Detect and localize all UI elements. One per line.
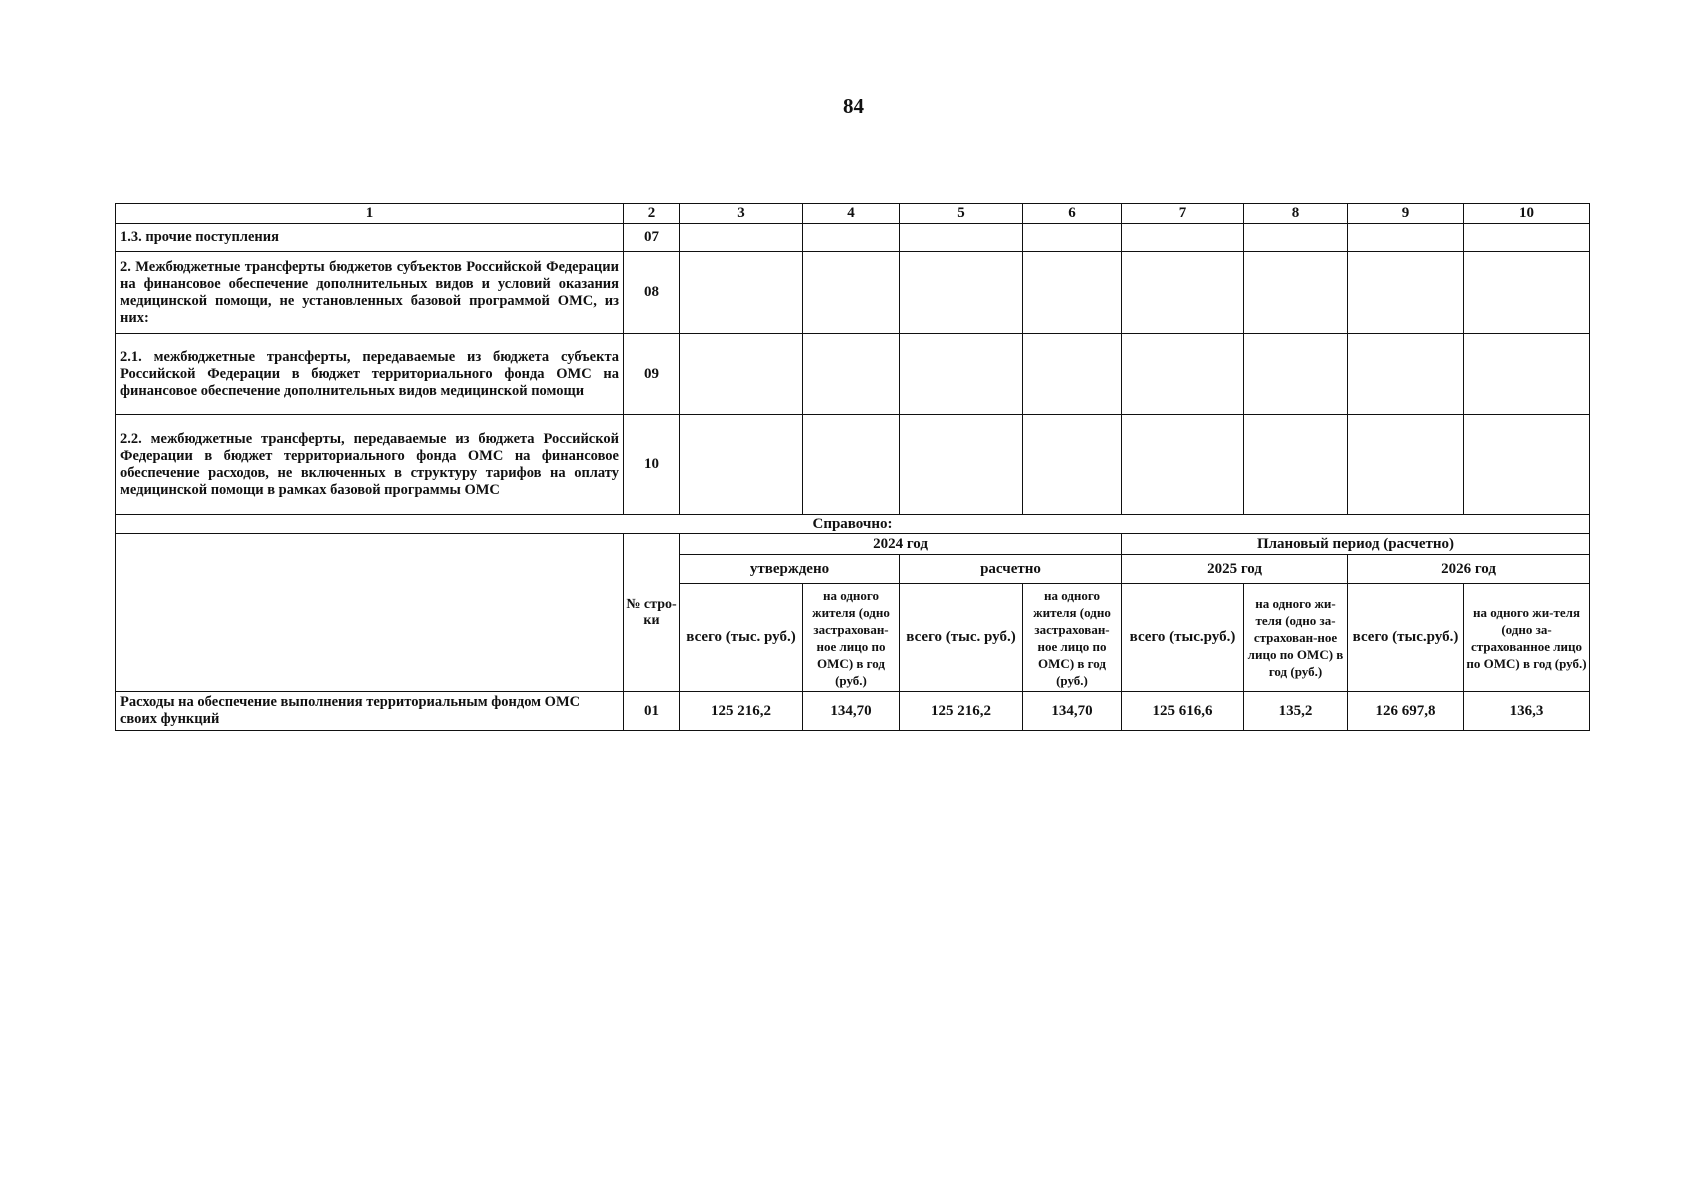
line-number-header: № стро-ки — [624, 534, 680, 692]
expense-value: 136,3 — [1464, 692, 1590, 731]
expense-code: 01 — [624, 692, 680, 731]
row-code: 10 — [624, 415, 680, 515]
table-row — [116, 334, 1590, 415]
column-number: 3 — [680, 204, 803, 224]
column-number: 10 — [1464, 204, 1590, 224]
expense-label: Расходы на обеспечение выполнения территориальным фондом ОМС своих функций — [116, 692, 624, 731]
column-number-row — [116, 204, 1590, 224]
column-number: 4 — [803, 204, 900, 224]
total-header: всего (тыс. руб.) — [680, 584, 803, 692]
table-row — [116, 252, 1590, 334]
column-number: 7 — [1122, 204, 1244, 224]
table-row — [116, 224, 1590, 252]
expense-value: 126 697,8 — [1348, 692, 1464, 731]
row-label: 2.2. межбюджетные трансферты, передаваемые из бюджета Российской Федерации в бюджет территориального фонда ОМС на финансовое обеспечение расходов, не включенных в структуру тарифов на оплату медицинской помощи в рамках базовой программы ОМС — [116, 415, 624, 515]
row-label: 2.1. межбюджетные трансферты, передаваемые из бюджета субъекта Российской Федерации в бюджет территориального фонда ОМС на финансовое обеспечение дополнительных видов медицинской помощи — [116, 334, 624, 415]
row-label: 2. Межбюджетные трансферты бюджетов субъектов Российской Федерации на финансовое обеспечение дополнительных видов и условий оказания медицинской помощи, не установленных базовой программой ОМС, из них: — [116, 252, 624, 334]
column-number: 1 — [116, 204, 624, 224]
expense-value: 135,2 — [1244, 692, 1348, 731]
column-number: 6 — [1023, 204, 1122, 224]
total-header: всего (тыс. руб.) — [900, 584, 1023, 692]
expense-row — [116, 692, 1590, 731]
reference-header-row-1 — [116, 534, 1590, 555]
column-number: 5 — [900, 204, 1023, 224]
total-header: всего (тыс.руб.) — [1122, 584, 1244, 692]
reference-title: Справочно: — [116, 515, 1590, 534]
estimated-header: расчетно — [900, 555, 1122, 584]
expense-value: 125 616,6 — [1122, 692, 1244, 731]
column-number: 9 — [1348, 204, 1464, 224]
reference-title-row — [116, 515, 1590, 534]
expense-value: 134,70 — [1023, 692, 1122, 731]
year-2025-header: 2025 год — [1122, 555, 1348, 584]
budget-table — [115, 203, 1590, 731]
column-number: 2 — [624, 204, 680, 224]
expense-value: 125 216,2 — [680, 692, 803, 731]
per-capita-header: на одного жи-теля (одно за-страхован-ное лицо по ОМС) в год (руб.) — [1244, 584, 1348, 692]
table-row — [116, 415, 1590, 515]
expense-value: 134,70 — [803, 692, 900, 731]
total-header: всего (тыс.руб.) — [1348, 584, 1464, 692]
expense-value: 125 216,2 — [900, 692, 1023, 731]
row-label: 1.3. прочие поступления — [116, 224, 624, 252]
per-capita-header: на одного жи-теля (одно за-страхованное лицо по ОМС) в год (руб.) — [1464, 584, 1590, 692]
page-number: 84 — [843, 94, 864, 118]
year-2026-header: 2026 год — [1348, 555, 1590, 584]
approved-header: утверждено — [680, 555, 900, 584]
per-capita-header: на одного жителя (одно застрахован-ное лицо по ОМС) в год (руб.) — [803, 584, 900, 692]
row-code: 09 — [624, 334, 680, 415]
per-capita-header: на одного жителя (одно застрахован-ное лицо по ОМС) в год (руб.) — [1023, 584, 1122, 692]
column-number: 8 — [1244, 204, 1348, 224]
planned-period-header: Плановый период (расчетно) — [1122, 534, 1590, 555]
row-code: 08 — [624, 252, 680, 334]
row-code: 07 — [624, 224, 680, 252]
year-2024-header: 2024 год — [680, 534, 1122, 555]
reference-blank-cell — [116, 534, 624, 692]
